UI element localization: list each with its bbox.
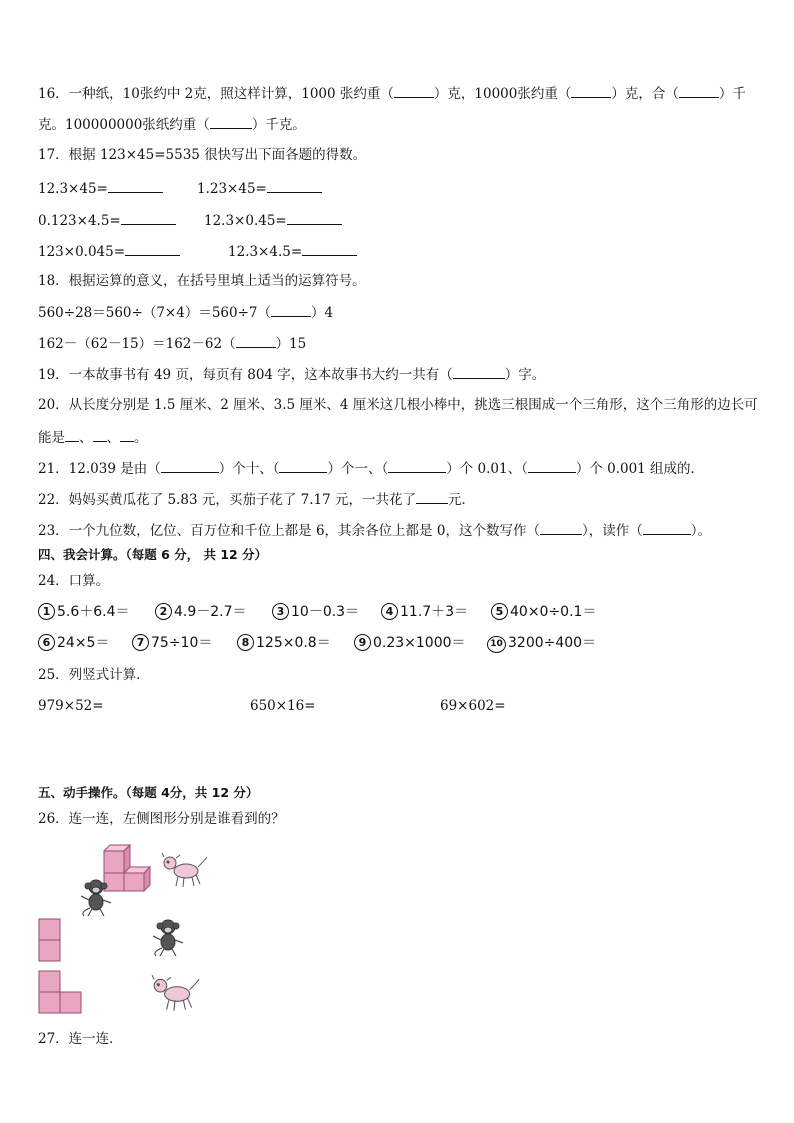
- q25-title: 25．列竖式计算．: [38, 667, 150, 683]
- q21: 21．12.039 是由（ ）个十、（ ）个一、（ ）个 0.01、（ ）个 0.001 组成的．: [38, 458, 704, 478]
- number-circle: 10: [487, 636, 506, 653]
- answer-blank[interactable]: [528, 458, 576, 473]
- q18-title: 18．根据运算的意义，在括号里填上适当的运算符号。: [38, 273, 366, 289]
- answer-blank[interactable]: [571, 83, 611, 98]
- answer-blank[interactable]: [161, 458, 219, 473]
- oral-calc-item: 10 3200÷400＝: [487, 634, 596, 653]
- answer-blank[interactable]: [453, 364, 505, 379]
- q17-item: 12.3×0.45=: [204, 210, 342, 230]
- answer-blank[interactable]: [236, 333, 276, 348]
- view-shape-a[interactable]: [38, 918, 62, 964]
- oral-calc-item: 1 5.6＋6.4＝: [38, 603, 130, 621]
- monkey-icon: [78, 878, 114, 918]
- answer-blank[interactable]: [125, 241, 180, 256]
- answer-blank[interactable]: [679, 83, 719, 98]
- number-circle: 3: [272, 603, 289, 620]
- answer-blank[interactable]: [271, 302, 311, 317]
- answer-blank[interactable]: [394, 83, 434, 98]
- q20-line2: 能是 、 、 。: [38, 427, 148, 447]
- q17-item: 12.3×4.5=: [228, 241, 357, 261]
- answer-blank[interactable]: [121, 210, 176, 225]
- answer-blank[interactable]: [65, 427, 79, 442]
- answer-blank[interactable]: [388, 458, 446, 473]
- vertical-calc-item: 69×602=: [440, 698, 506, 714]
- number-circle: 9: [354, 634, 371, 651]
- oral-calc-item: 9 0.23×1000＝: [354, 634, 466, 652]
- q17-item: 1.23×45=: [197, 178, 322, 198]
- section-heading: 四、我会计算。（每题 6 分， 共 12 分）: [38, 547, 268, 562]
- q16-line1: 16．一种纸，10张约中 2克，照这样计算，1000 张约重（ ）克，10000张约重（ ）克，合（ ）千: [38, 83, 746, 103]
- answer-blank[interactable]: [279, 458, 327, 473]
- q17-item: 0.123×4.5=: [38, 210, 176, 230]
- oral-calc-item: 5 40×0÷0.1＝: [491, 603, 596, 621]
- dog-icon[interactable]: [150, 975, 200, 1013]
- answer-blank[interactable]: [540, 520, 582, 535]
- answer-blank[interactable]: [210, 114, 252, 129]
- vertical-calc-item: 650×16=: [250, 698, 316, 714]
- q20-line1: 20．从长度分别是 1.5 厘米、2 厘米、3.5 厘米、4 厘米这几根小棒中，挑选三根围成一个三角形，这个三角形的边长可: [38, 397, 758, 413]
- number-circle: 7: [132, 634, 149, 651]
- answer-blank[interactable]: [287, 210, 342, 225]
- number-circle: 1: [38, 603, 55, 620]
- answer-blank[interactable]: [302, 241, 357, 256]
- q24-title: 24．口算。: [38, 573, 110, 589]
- q17-title: 17．根据 123×45=5535 很快写出下面各题的得数。: [38, 147, 367, 163]
- q16-line2: 克。100000000张纸约重（ ）千克。: [38, 114, 306, 134]
- answer-blank[interactable]: [416, 489, 448, 504]
- oral-calc-item: 6 24×5＝: [38, 634, 109, 652]
- oral-calc-item: 8 125×0.8＝: [237, 634, 331, 652]
- answer-blank[interactable]: [108, 178, 163, 193]
- oral-calc-item: 4 11.7＋3＝: [381, 603, 468, 621]
- answer-blank[interactable]: [643, 520, 691, 535]
- section-heading: 五、动手操作。（每题 4分，共 12 分）: [38, 785, 259, 800]
- answer-blank[interactable]: [93, 427, 107, 442]
- answer-blank[interactable]: [120, 427, 134, 442]
- monkey-icon[interactable]: [150, 918, 186, 958]
- oral-calc-item: 3 10－0.3＝: [272, 603, 359, 621]
- q18-line2: 162－（62－15）＝162－62（ ）15: [38, 333, 306, 353]
- q23: 23．一个九位数，亿位、百万位和千位上都是 6，其余各位上都是 0，这个数写作（ ），读作（ ）。: [38, 520, 711, 540]
- number-circle: 6: [38, 634, 55, 651]
- q22: 22．妈妈买黄瓜花了 5.83 元，买茄子花了 7.17 元，一共花了 元．: [38, 489, 475, 509]
- number-circle: 5: [491, 603, 508, 620]
- oral-calc-item: 2 4.9－2.7＝: [155, 603, 247, 621]
- q17-item: 123×0.045=: [38, 241, 180, 261]
- q26-title: 26．连一连，左侧图形分别是谁看到的？: [38, 811, 285, 827]
- view-shape-b[interactable]: [38, 970, 84, 1016]
- answer-blank[interactable]: [267, 178, 322, 193]
- q18-line1: 560÷28＝560÷（7×4）＝560÷7（ ）4: [38, 302, 333, 322]
- dog-icon: [160, 853, 208, 889]
- number-circle: 8: [237, 634, 254, 651]
- vertical-calc-item: 979×52=: [38, 698, 104, 714]
- q17-item: 12.3×45=: [38, 178, 163, 198]
- number-circle: 2: [155, 603, 172, 620]
- number-circle: 4: [381, 603, 398, 620]
- q27-title: 27．连一连．: [38, 1031, 123, 1047]
- q19: 19．一本故事书有 49 页，每页有 804 字，这本故事书大约一共有（ ）字。: [38, 364, 545, 384]
- oral-calc-item: 7 75÷10＝: [132, 634, 212, 652]
